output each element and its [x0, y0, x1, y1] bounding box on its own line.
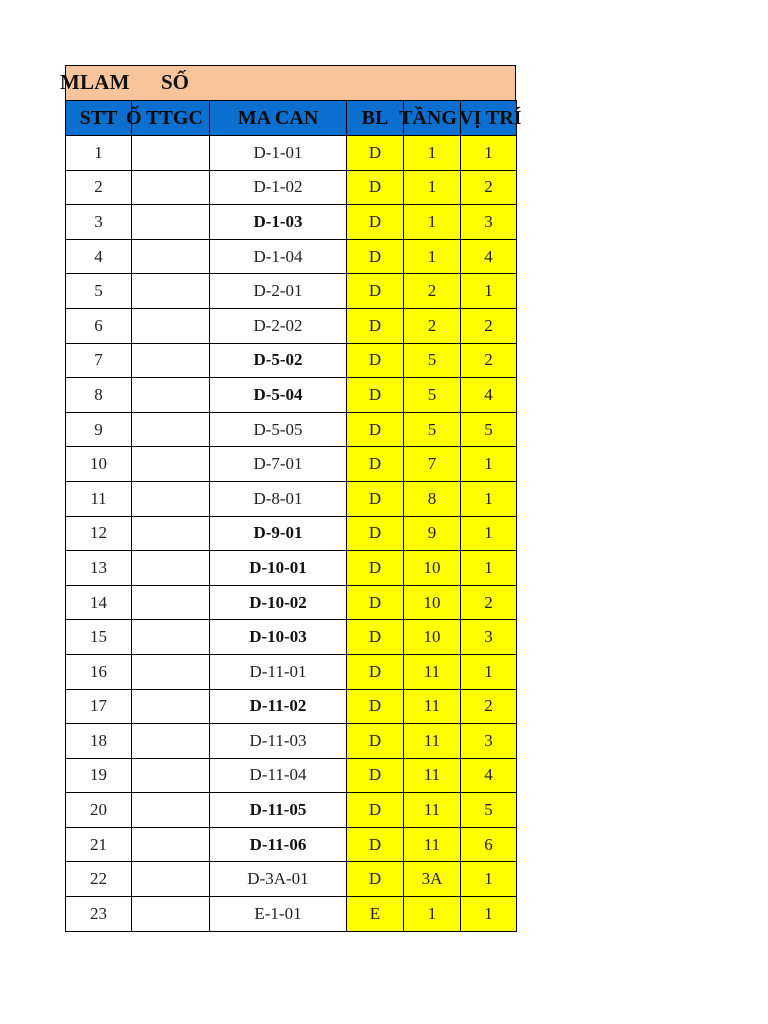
cell-ma-can[interactable]: D-11-02 — [210, 689, 347, 724]
cell-block[interactable]: D — [347, 551, 404, 586]
cell-ma-can[interactable]: D-11-04 — [210, 758, 347, 793]
cell-ma-can[interactable]: D-5-02 — [210, 343, 347, 378]
cell-block[interactable]: D — [347, 793, 404, 828]
cell-tang[interactable]: 2 — [404, 274, 461, 309]
cell-block[interactable]: D — [347, 620, 404, 655]
cell-so-tt[interactable] — [132, 343, 210, 378]
header-block[interactable]: BL — [347, 101, 404, 136]
cell-ma-can[interactable]: D-1-03 — [210, 205, 347, 240]
cell-so-tt[interactable] — [132, 758, 210, 793]
cell-ma-can[interactable]: D-8-01 — [210, 481, 347, 516]
cell-block[interactable]: D — [347, 239, 404, 274]
cell-vi-tri[interactable]: 6 — [461, 827, 517, 862]
cell-tang[interactable]: 5 — [404, 412, 461, 447]
cell-tang[interactable]: 1 — [404, 170, 461, 205]
cell-stt[interactable]: 20 — [66, 793, 132, 828]
cell-tang[interactable]: 9 — [404, 516, 461, 551]
cell-tang[interactable]: 11 — [404, 827, 461, 862]
header-so-tt[interactable]: Ố TTGC — [132, 101, 210, 136]
cell-tang[interactable]: 10 — [404, 585, 461, 620]
cell-block[interactable]: D — [347, 343, 404, 378]
cell-vi-tri[interactable]: 2 — [461, 343, 517, 378]
header-ma-can[interactable]: MA CAN — [210, 101, 347, 136]
cell-stt[interactable]: 19 — [66, 758, 132, 793]
cell-ma-can[interactable]: E-1-01 — [210, 897, 347, 932]
cell-so-tt[interactable] — [132, 724, 210, 759]
cell-block[interactable]: D — [347, 758, 404, 793]
cell-vi-tri[interactable]: 1 — [461, 551, 517, 586]
table-row — [66, 724, 517, 759]
cell-tang[interactable]: 1 — [404, 897, 461, 932]
cell-stt[interactable]: 7 — [66, 343, 132, 378]
cell-vi-tri[interactable]: 1 — [461, 897, 517, 932]
table-row — [66, 551, 517, 586]
cell-ma-can[interactable]: D-5-04 — [210, 378, 347, 413]
cell-so-tt[interactable] — [132, 689, 210, 724]
table-row — [66, 274, 517, 309]
cell-vi-tri[interactable]: 2 — [461, 308, 517, 343]
cell-ma-can[interactable]: D-5-05 — [210, 412, 347, 447]
cell-vi-tri[interactable]: 3 — [461, 620, 517, 655]
cell-stt[interactable]: 9 — [66, 412, 132, 447]
cell-vi-tri[interactable]: 1 — [461, 654, 517, 689]
cell-ma-can[interactable]: D-9-01 — [210, 516, 347, 551]
cell-so-tt[interactable] — [132, 897, 210, 932]
cell-so-tt[interactable] — [132, 412, 210, 447]
cell-vi-tri[interactable]: 4 — [461, 378, 517, 413]
cell-so-tt[interactable] — [132, 308, 210, 343]
cell-tang[interactable]: 11 — [404, 654, 461, 689]
cell-block[interactable]: D — [347, 136, 404, 171]
cell-stt[interactable]: 11 — [66, 481, 132, 516]
data-table — [65, 100, 522, 932]
cell-stt[interactable]: 12 — [66, 516, 132, 551]
cell-vi-tri[interactable]: 3 — [461, 205, 517, 240]
table-row — [66, 654, 517, 689]
header-row — [66, 101, 517, 136]
cell-stt[interactable]: 22 — [66, 862, 132, 897]
cell-so-tt[interactable] — [132, 481, 210, 516]
cell-block[interactable]: D — [347, 654, 404, 689]
cell-tang[interactable]: 7 — [404, 447, 461, 482]
cell-block[interactable]: D — [347, 378, 404, 413]
cell-stt[interactable]: 15 — [66, 620, 132, 655]
cell-vi-tri[interactable]: 4 — [461, 758, 517, 793]
sheet-title-bar[interactable] — [60, 65, 516, 100]
cell-vi-tri[interactable]: 5 — [461, 793, 517, 828]
cell-stt[interactable]: 10 — [66, 447, 132, 482]
cell-block[interactable]: E — [347, 897, 404, 932]
cell-tang[interactable]: 10 — [404, 620, 461, 655]
cell-so-tt[interactable] — [132, 827, 210, 862]
cell-so-tt[interactable] — [132, 239, 210, 274]
cell-block[interactable]: D — [347, 689, 404, 724]
table-row — [66, 447, 517, 482]
cell-stt[interactable]: 18 — [66, 724, 132, 759]
cell-vi-tri[interactable]: 1 — [461, 447, 517, 482]
cell-ma-can[interactable]: D-3A-01 — [210, 862, 347, 897]
cell-block[interactable]: D — [347, 412, 404, 447]
cell-ma-can[interactable]: D-1-02 — [210, 170, 347, 205]
cell-stt[interactable]: 13 — [66, 551, 132, 586]
cell-block[interactable]: D — [347, 724, 404, 759]
cell-block[interactable]: D — [347, 274, 404, 309]
cell-ma-can[interactable]: D-11-01 — [210, 654, 347, 689]
cell-vi-tri[interactable]: 1 — [461, 136, 517, 171]
cell-tang[interactable]: 5 — [404, 378, 461, 413]
cell-vi-tri[interactable]: 1 — [461, 516, 517, 551]
cell-vi-tri[interactable]: 3 — [461, 724, 517, 759]
cell-tang[interactable]: 11 — [404, 793, 461, 828]
cell-vi-tri[interactable]: 1 — [461, 274, 517, 309]
cell-vi-tri[interactable]: 5 — [461, 412, 517, 447]
cell-block[interactable]: D — [347, 308, 404, 343]
cell-so-tt[interactable] — [132, 862, 210, 897]
cell-so-tt[interactable] — [132, 170, 210, 205]
cell-so-tt[interactable] — [132, 274, 210, 309]
cell-so-tt[interactable] — [132, 620, 210, 655]
cell-stt[interactable]: 1 — [66, 136, 132, 171]
cell-vi-tri[interactable]: 1 — [461, 481, 517, 516]
table-row — [66, 827, 517, 862]
cell-stt[interactable]: 16 — [66, 654, 132, 689]
table-row — [66, 897, 517, 932]
cell-vi-tri[interactable]: 4 — [461, 239, 517, 274]
spreadsheet — [60, 65, 522, 932]
table-row — [66, 170, 517, 205]
cell-tang[interactable]: 8 — [404, 481, 461, 516]
table-row — [66, 689, 517, 724]
table-row — [66, 412, 517, 447]
cell-so-tt[interactable] — [132, 585, 210, 620]
cell-so-tt[interactable] — [132, 378, 210, 413]
cell-ma-can[interactable]: D-10-01 — [210, 551, 347, 586]
cell-stt[interactable]: 2 — [66, 170, 132, 205]
cell-ma-can[interactable]: D-1-04 — [210, 239, 347, 274]
table-row — [66, 862, 517, 897]
cell-stt[interactable]: 5 — [66, 274, 132, 309]
header-vi-tri[interactable]: VỊ TRÍ — [461, 101, 517, 136]
cell-block[interactable]: D — [347, 585, 404, 620]
cell-stt[interactable]: 23 — [66, 897, 132, 932]
cell-stt[interactable]: 3 — [66, 205, 132, 240]
cell-tang[interactable]: 1 — [404, 205, 461, 240]
cell-block[interactable]: D — [347, 827, 404, 862]
cell-stt[interactable]: 17 — [66, 689, 132, 724]
table-row — [66, 516, 517, 551]
cell-so-tt[interactable] — [132, 551, 210, 586]
table-row — [66, 758, 517, 793]
cell-stt[interactable]: 4 — [66, 239, 132, 274]
cell-ma-can[interactable]: D-2-02 — [210, 308, 347, 343]
cell-ma-can[interactable]: D-11-03 — [210, 724, 347, 759]
cell-vi-tri[interactable]: 2 — [461, 585, 517, 620]
cell-vi-tri[interactable]: 2 — [461, 689, 517, 724]
table-row — [66, 793, 517, 828]
cell-ma-can[interactable]: D-7-01 — [210, 447, 347, 482]
header-tang[interactable]: TẦNG — [404, 101, 461, 136]
table-row — [66, 205, 517, 240]
cell-ma-can[interactable]: D-2-01 — [210, 274, 347, 309]
cell-so-tt[interactable] — [132, 654, 210, 689]
cell-tang[interactable]: 1 — [404, 239, 461, 274]
table-row — [66, 308, 517, 343]
cell-tang[interactable]: 10 — [404, 551, 461, 586]
table-row — [66, 481, 517, 516]
cell-stt[interactable]: 8 — [66, 378, 132, 413]
table-row — [66, 136, 517, 171]
cell-ma-can[interactable]: D-10-02 — [210, 585, 347, 620]
cell-tang[interactable]: 11 — [404, 758, 461, 793]
table-row — [66, 343, 517, 378]
cell-so-tt[interactable] — [132, 205, 210, 240]
cell-tang[interactable]: 11 — [404, 689, 461, 724]
cell-so-tt[interactable] — [132, 516, 210, 551]
cell-vi-tri[interactable]: 1 — [461, 862, 517, 897]
cell-block[interactable]: D — [347, 447, 404, 482]
cell-vi-tri[interactable]: 2 — [461, 170, 517, 205]
cell-tang[interactable]: 5 — [404, 343, 461, 378]
sheet-title-left: MLAM — [60, 70, 130, 94]
sheet-title-right: SỐ — [161, 70, 190, 94]
cell-tang[interactable]: 3A — [404, 862, 461, 897]
table-body — [66, 136, 517, 932]
cell-so-tt[interactable] — [132, 136, 210, 171]
cell-block[interactable]: D — [347, 481, 404, 516]
table-row — [66, 239, 517, 274]
cell-stt[interactable]: 21 — [66, 827, 132, 862]
cell-so-tt[interactable] — [132, 793, 210, 828]
cell-tang[interactable]: 2 — [404, 308, 461, 343]
cell-stt[interactable]: 14 — [66, 585, 132, 620]
cell-block[interactable]: D — [347, 205, 404, 240]
cell-tang[interactable]: 11 — [404, 724, 461, 759]
header-stt[interactable]: STT — [66, 101, 132, 136]
cell-block[interactable]: D — [347, 516, 404, 551]
cell-block[interactable]: D — [347, 862, 404, 897]
table-row — [66, 585, 517, 620]
cell-stt[interactable]: 6 — [66, 308, 132, 343]
cell-ma-can[interactable]: D-11-06 — [210, 827, 347, 862]
cell-tang[interactable]: 1 — [404, 136, 461, 171]
table-row — [66, 620, 517, 655]
cell-block[interactable]: D — [347, 170, 404, 205]
cell-ma-can[interactable]: D-1-01 — [210, 136, 347, 171]
cell-ma-can[interactable]: D-10-03 — [210, 620, 347, 655]
cell-so-tt[interactable] — [132, 447, 210, 482]
table-row — [66, 378, 517, 413]
cell-ma-can[interactable]: D-11-05 — [210, 793, 347, 828]
